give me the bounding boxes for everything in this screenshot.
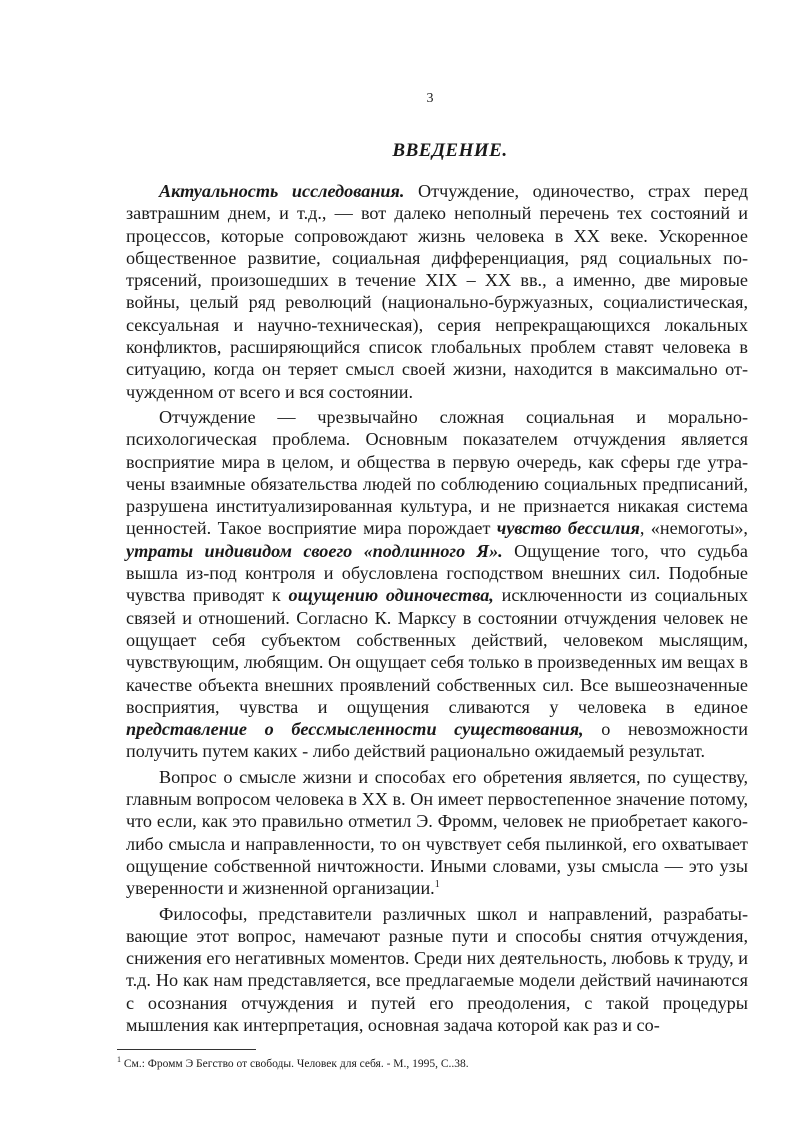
paragraph-text: Отчуждение, одиночество, страх перед завтрашним днем, и т.д., — вот далеко неполный перечень тех состояний и процессов, которые сопровождают жизнь человека в XX веке. Ускоренное общественное развитие, социальная дифференциация, ряд социальных потрясений, произошедших в течение XIX – XX вв., а именно, две мировые войны, целый ряд революций (национально-буржуазных, социалистическая, сексуальная и научно-техническая), серия непрекращающихся локальных конфликтов, расширяющийся список глобальных проблем ставят человека в ситуацию, когда он теряет смысл своей жизни, находится в максимально отчужденном от всего и вся состоянии.: [126, 181, 749, 402]
emphasis-meaninglessness: представление о бессмысленности существования,: [126, 719, 584, 740]
emphasis-loneliness: ощущению одиночества,: [288, 585, 494, 606]
paragraph-text: Философы, представители различных школ и направлений, разрабатывающие этот вопрос, намечают разные пути и способы снятия отчуждения, снижения его негативных моментов. Среди них деятельность, любовь к труду, и т.д. Но как нам представляется, все предлагаемые модели действий начинаются с осознания отчуждения и путей его преодоления, с такой процедуры мышления как интерпретация, основная задача которой как раз и со-: [126, 903, 748, 1035]
paragraph-meaning-of-life: [126, 766, 748, 900]
paragraph-philosophers: [126, 903, 748, 1037]
paragraph-text: исключенности из социальных связей и отношений. Согласно К. Марксу в состоянии отчуждения человек не ощущает себя субъектом собственных действий, человеком мыслящим, чувствующим, любящим. Он ощущает себя только в произведенных им вещах в качестве объекта внешних проявлений собственных сил. Все вышеозначенные восприятия, чувства и ощущения сливаются у человека в единое: [126, 585, 748, 717]
paragraph-text: Отчуждение — чрезвычайно сложная социальная и морально-психологическая проблема. Основным показателем отчуждения является восприятие мира в целом, и общества в первую очередь, как сферы где утрачены взаимные обязательства людей по соблюдению социальных предписаний, разрушена институализированная культура, и не признается никакая система ценностей. Такое восприятие мира порождает: [126, 406, 748, 539]
page-number: 3: [426, 91, 434, 106]
footnote-mark: 1: [117, 1055, 121, 1065]
page-title: ВВЕДЕНИЕ.: [392, 140, 508, 161]
paragraph-text: Вопрос о смысле жизни и способах его обретения является, по существу, главным вопросом человека в XX в. Он имеет первостепенное значение потому, что если, как это правильно отметил Э. Фромм, человек не приобретает какого-либо смысла и направленности, то он чувствует себя пылинкой, его охватывает ощущение собственной ничтожности. Иными словами, узы смысла — это узы уверенности и жизненной организации.: [126, 766, 748, 899]
paragraph-relevance: [126, 180, 748, 403]
emphasis-loss-of-self: утраты индивидом своего «подлинного Я».: [126, 540, 503, 561]
paragraph-alienation: [126, 406, 748, 763]
footnote-reference[interactable]: 1: [434, 879, 440, 891]
body-text: [126, 180, 748, 1036]
paragraph-text: о невозможности получить путем каких - либо действий рационально ожидаемый результат.: [126, 719, 748, 762]
paragraph-text: Ощущение того, что судьба вышла из-под контроля и обусловлена господством внешних сил. Подобные чувства приводят к: [126, 540, 748, 606]
footnote-text: См.: Фромм Э Бегство от свободы. Человек для себя. - М., 1995, С..38.: [121, 1058, 469, 1070]
footnote: [117, 1057, 717, 1071]
emphasis-powerlessness: чувство бессилия: [496, 518, 640, 539]
footnote-divider: [117, 1049, 256, 1050]
relevance-heading: Актуальность исследования.: [159, 181, 405, 201]
paragraph-text: , «немоготы»,: [639, 518, 748, 539]
